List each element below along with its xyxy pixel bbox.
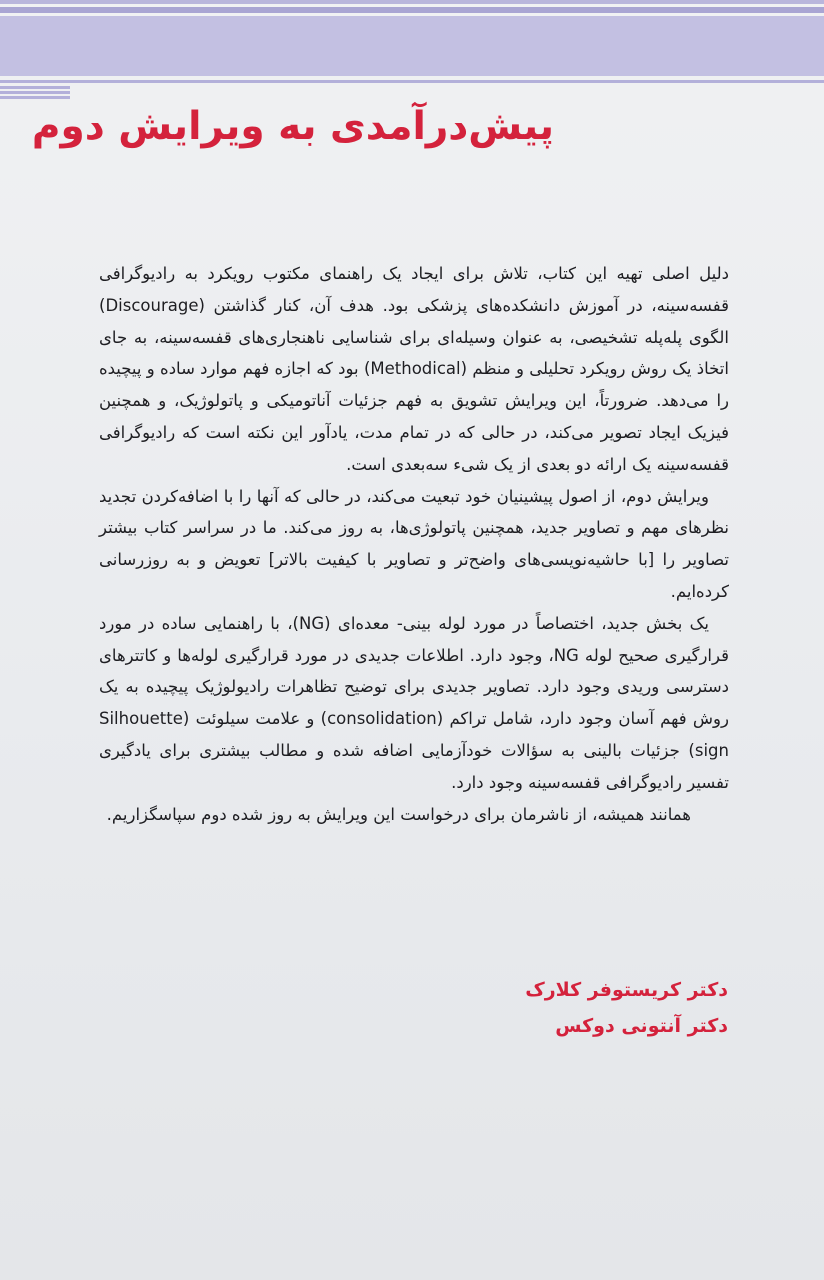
preface-body: [99, 258, 729, 830]
header-stripe: [0, 0, 824, 4]
signatures: [525, 972, 728, 1044]
header-short-stripe: [0, 91, 70, 94]
author-signature-2: دکتر آنتونی دوکس: [555, 1015, 728, 1037]
paragraph-4: همانند همیشه، از ناشرمان برای درخواست این ویرایش به روز شده دوم سپاسگزاریم.: [106, 804, 691, 824]
paragraph-1: دلیل اصلی تهیه این کتاب، تلاش برای ایجاد یک راهنمای مکتوب رویکرد به رادیوگرافی قفسه‌سینه، در آموزش دانشکده‌های پزشکی بود. هدف آن، کنار گذاشتن (Discourage) الگوی پله‌پله تشخیصی، به عنوان وسیله‌ای برای شناسایی ناهنجاری‌های قفسه‌سینه، به جای اتخاذ یک روش رویکرد تحلیلی و منظم (Methodical) بود که اجازه فهم موارد ساده و پیچیده را می‌دهد. ضرورتاً، این ویرایش تشویق به فهم جزئیات آناتومیکی و پاتولوژیک، و همچنین فیزیک ایجاد تصویر می‌کند، در حالی که در تمام مدت، یادآور این نکته است که رادیوگرافی قفسه‌سینه یک ارائه دو بعدی از یک شیء سه‌بعدی است.: [99, 264, 729, 474]
header-stripes: [0, 0, 824, 100]
header-short-stripe: [0, 96, 70, 99]
header-band: [0, 16, 824, 76]
paragraph-2: ویرایش دوم، از اصول پیشینیان خود تبعیت می‌کند، در حالی که آنها را با اضافه‌کردن تجدید نظرهای مهم و تصاویر جدید، همچنین پاتولوژی‌ها، به روز می‌کند. ما در سراسر کتاب بیشتر تصاویر را [با حاشیه‌نویسی‌های واضح‌تر و تصاویر با کیفیت بالاتر] تعویض و به روزرسانی کرده‌ایم.: [99, 486, 729, 601]
header-short-stripe: [0, 86, 70, 89]
header-stripe: [0, 80, 824, 83]
header-stripe: [0, 7, 824, 13]
author-signature-1: دکتر کریستوفر کلارک: [525, 979, 728, 1001]
paragraph-3: یک بخش جدید، اختصاصاً در مورد لوله بینی- معده‌ای (NG)، با راهنمایی ساده در مورد قرارگیری صحیح لوله NG، وجود دارد. اطلاعات جدیدی در مورد قرارگیری لوله‌ها و کاتترهای دسترسی وریدی وجود دارد. تصاویر جدیدی برای توضیح تظاهرات رادیولوژیک پیچیده به یک روش فهم آسان وجود دارد، شامل تراکم (consolidation) و علامت سیلوئت (Silhouette sign) جزئیات بالینی به سؤالات خودآزمایی اضافه شده و مطالب بیشتری برای یادگیری تفسیر رادیوگرافی قفسه‌سینه وجود دارد.: [99, 613, 729, 792]
page-title: پیش‌درآمدی به ویرایش دوم: [31, 104, 554, 149]
